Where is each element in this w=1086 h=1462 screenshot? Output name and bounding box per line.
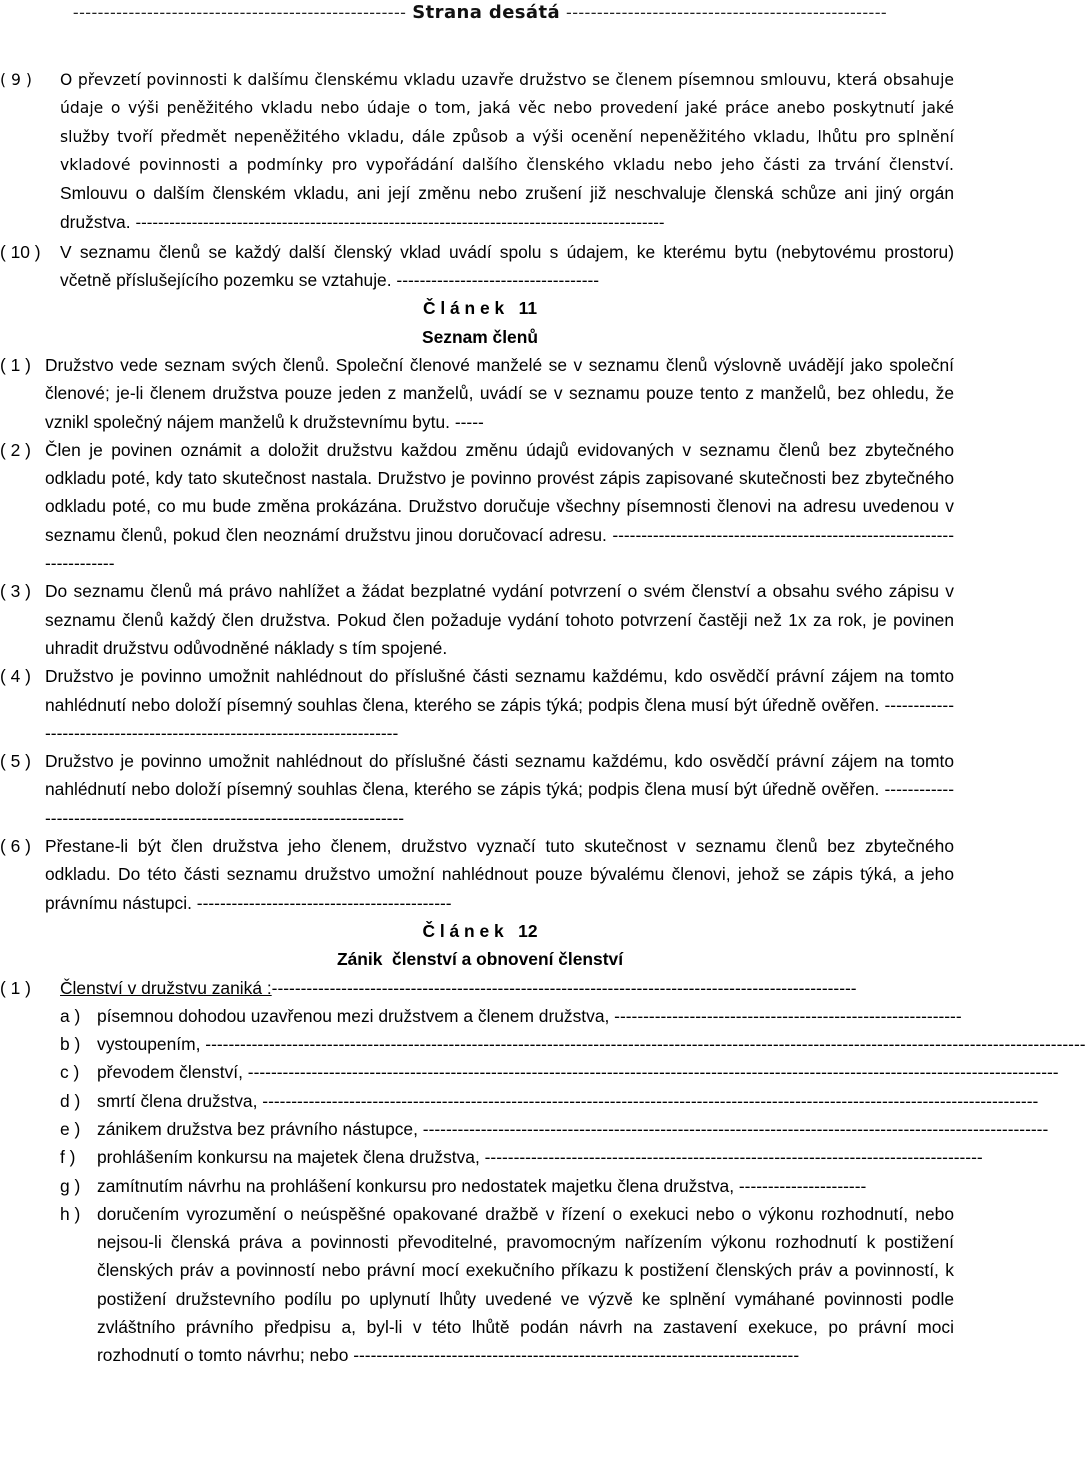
list-letter: e ) <box>60 1118 81 1139</box>
paragraph-number: ( 5 ) <box>0 751 31 772</box>
paragraph-number: ( 6 ) <box>0 836 31 857</box>
paragraph-text-content: Družstvo je povinno umožnit nahlédnout do příslušné části seznamu každému, kdo osvědčí právní zájem na tomto nahlédnutí nebo doloží písemný souhlas člena, kterého se zápis týká; podpis člena musí být úředně ověřen. <box>45 751 954 800</box>
paragraph-10-text: V seznamu členů se každý další členský vklad uvádí spolu s údajem, ke kterému bytu (nebytovému prostoru) včetně příslušejícího pozemku se vztahuje. <box>60 241 954 291</box>
list-item-e <box>0 1115 1049 1143</box>
article-11-para-2 <box>0 436 960 577</box>
list-item-a <box>0 1002 960 1030</box>
article-11-para-6 <box>0 832 960 917</box>
article-11-heading: Č l á n e k 11 <box>422 298 538 319</box>
list-letter: g ) <box>60 1175 81 1196</box>
list-letter: d ) <box>60 1090 81 1111</box>
article-11-para-3 <box>0 577 960 662</box>
paragraph-text <box>45 436 954 577</box>
page-header <box>0 0 960 28</box>
list-item-text: písemnou dohodou uzavřenou mezi družstvem a členem družstva, <box>97 1005 610 1026</box>
list-item-c <box>0 1058 1059 1086</box>
article-11-title: Seznam členů <box>422 326 538 347</box>
paragraph-number: ( 3 ) <box>0 581 31 602</box>
article-12-heading: Č l á n e k 12 <box>422 920 538 941</box>
paragraph-text <box>60 238 954 295</box>
paragraph-text-content: Do seznamu členů má právo nahlížet a žádat bezplatné vydání potvrzení o svém členství a obsahu svého zápisu v seznamu členů každý člen družstva. Pokud člen požaduje vydání tohoto potvrzení častěji než 1x za rok, je povinen uhradit družstvu odůvodněné náklady s tím spojené. <box>45 581 954 658</box>
paragraph-text <box>45 351 954 436</box>
dash-fill: -------------------------------------------------------------------------------------------------------------------------------------------------------- <box>205 1034 1086 1055</box>
dash-fill: -------------------------------------------------------------------------------------------------------------------------------------- <box>262 1090 1039 1111</box>
article-11-para-1 <box>0 351 960 436</box>
paragraph-10 <box>0 238 960 295</box>
paragraph-text-content: Družstvo je povinno umožnit nahlédnout do příslušné části seznamu každému, kdo osvědčí právní zájem na tomto nahlédnutí nebo doloží písemný souhlas člena, kterého se zápis týká; podpis člena musí být úředně ověřen. <box>45 666 954 715</box>
article-11-para-4 <box>0 662 960 747</box>
paragraph-text <box>45 577 954 662</box>
list-item-text: doručením vyrozumění o neúspěšné opakované dražbě v řízení o exekuci nebo o výkonu rozhodnutí, nebo nejsou-li členská práva a povinnosti převoditelné, pravomocným nařízením výkonu rozhodnutí k postižení členských práv a povinností nebo právní mocí exekučního příkazu k postižení členských práv a povinností, k postižení družstevního podílu po uplynutí lhůty uvedené ve výzvě ke splnění vymáhané povinnosti podle zvláštního právního předpisu a, byl-li v této lhůtě podán návrh na zastavení exekuce, po právní moci rozhodnutí o tomto návrhu; nebo <box>97 1203 954 1366</box>
paragraph-text <box>45 747 954 832</box>
paragraph-number: ( 2 ) <box>0 439 31 460</box>
paragraph-9 <box>0 66 960 238</box>
list-item-text: převodem členství, <box>97 1062 243 1083</box>
list-item-text: zamítnutím návrhu na prohlášení konkursu pro nedostatek majetku člena družstva, <box>97 1175 735 1196</box>
paragraph-number: ( 1 ) <box>0 354 31 375</box>
dash-fill: ----- <box>454 411 484 432</box>
paragraph-text-content: Přestane-li být člen družstva jeho členem, družstvo vyznačí tuto skutečnost v seznamu členů bez zbytečného odkladu. Do této části seznamu družstvo umožní nahlédnout pouze bývalému členovi, jehož se zápis týká, a jeho právnímu nástupci. <box>45 836 954 913</box>
list-letter: c ) <box>60 1062 80 1083</box>
list-item-text: vystoupením, <box>97 1034 201 1055</box>
list-item-h <box>0 1200 960 1370</box>
dash-fill: -------------------------------------------- <box>196 892 452 913</box>
paragraph-text <box>60 974 954 1002</box>
paragraph-number: ( 10 ) <box>0 241 41 262</box>
paragraph-9-text-b: Smlouvu o dalším členském vkladu, ani její změnu nebo zrušení již neschvaluje členská schůze ani jiný orgán družstva. <box>60 183 954 233</box>
paragraph-text <box>60 66 954 238</box>
list-letter: b ) <box>60 1034 81 1055</box>
dash-fill: ------------------------------------------------------------------------- <box>45 694 954 743</box>
paragraph-text-content: Družstvo vede seznam svých členů. Společní členové manželé se v seznamu členů výslovně uvádějí jako společní členové; je-li členem družstva pouze jeden z manželů, uvádí se v seznamu pouze tento z manželů, bez ohledu, že vznikl společný nájem manželů k družstevnímu bytu. <box>45 354 954 432</box>
dash-fill: ------------------------------------------------------------------------------------------------------------ <box>422 1118 1049 1139</box>
header-dashes-left: ------------------------------------------------------ <box>72 3 407 22</box>
dash-fill: ----------------------------------- <box>396 270 600 291</box>
list-item-text: prohlášením konkursu na majetek člena družstva, <box>97 1147 480 1168</box>
list-item-b <box>0 1030 1086 1058</box>
article-11-para-5 <box>0 747 960 832</box>
list-item-d <box>0 1087 1039 1115</box>
list-letter: a ) <box>60 1005 81 1026</box>
dash-fill: ---------------------- <box>738 1175 867 1196</box>
list-letter: h ) <box>60 1203 81 1224</box>
list-item-f <box>0 1143 983 1171</box>
list-item-text: zánikem družstva bez právního nástupce, <box>97 1118 418 1139</box>
list-item-text: smrtí člena družstva, <box>97 1090 258 1111</box>
dash-fill: -------------------------------------------------------------------------------------- <box>484 1147 983 1168</box>
paragraph-9-text-a: O převzetí povinnosti k dalšímu členskému vkladu uzavře družstvo se členem písemnou smlouvu, která obsahuje údaje o výši peněžitého vkladu nebo údaje o tom, jaká věc nebo provedení jaké práce anebo poskytnutí jaké služby tvoří předmět nepeněžitého vkladu, dále způsob a výši ocenění nepeněžitého vkladu, lhůtu pro splnění vkladové povinnosti a podmínky pro vypořádání dalšího členského vkladu nebo jeho části za trvání členství. <box>60 71 954 174</box>
dash-fill: ---------------------------------------------------------------------------------------------- <box>135 214 665 233</box>
dash-fill: ----------------------------------------------------------------------------- <box>353 1345 800 1366</box>
paragraph-text <box>45 662 954 747</box>
list-item-g <box>0 1172 960 1200</box>
dash-fill: ------------------------------------------------------------ <box>614 1005 962 1026</box>
paragraph-number: ( 4 ) <box>0 666 31 687</box>
dash-fill: -------------------------------------------------------------------------------------------------------------------------------------------- <box>247 1062 1059 1083</box>
paragraph-text <box>45 832 954 917</box>
dash-fill: ----------------------------------------------------------------------------------------------------- <box>271 977 857 998</box>
paragraph-number: ( 9 ) <box>0 71 33 89</box>
paragraph-number: ( 1 ) <box>0 977 31 998</box>
dash-fill: -------------------------------------------------------------------------- <box>45 779 954 828</box>
dash-fill: ----------------------------------------------------------------------- <box>45 524 954 574</box>
paragraph-text-content: Člen je povinen oznámit a doložit družstvu každou změnu údajů evidovaných v seznamu členů bez zbytečného odkladu poté, kdy tato skutečnost nastala. Družstvo je povinno provést zápis zapisované skutečnosti bez zbytečného odkladu poté, co mu bude změna prokázána. Družstvo doručuje všechny písemnosti členovi na adresu uvedenou v seznamu členů, pokud člen neoznámí družstvu jinou doručovací adresu. <box>45 439 954 545</box>
paragraph-text-content: Členství v družstvu zaniká : <box>60 977 272 998</box>
list-letter: f ) <box>60 1147 76 1168</box>
article-12-para-1 <box>0 974 960 1002</box>
article-12-title: Zánik členství a obnovení členství <box>336 949 624 970</box>
page-number-title: Strana desátá <box>412 2 561 23</box>
header-dashes-right: ---------------------------------------------------- <box>566 3 888 22</box>
